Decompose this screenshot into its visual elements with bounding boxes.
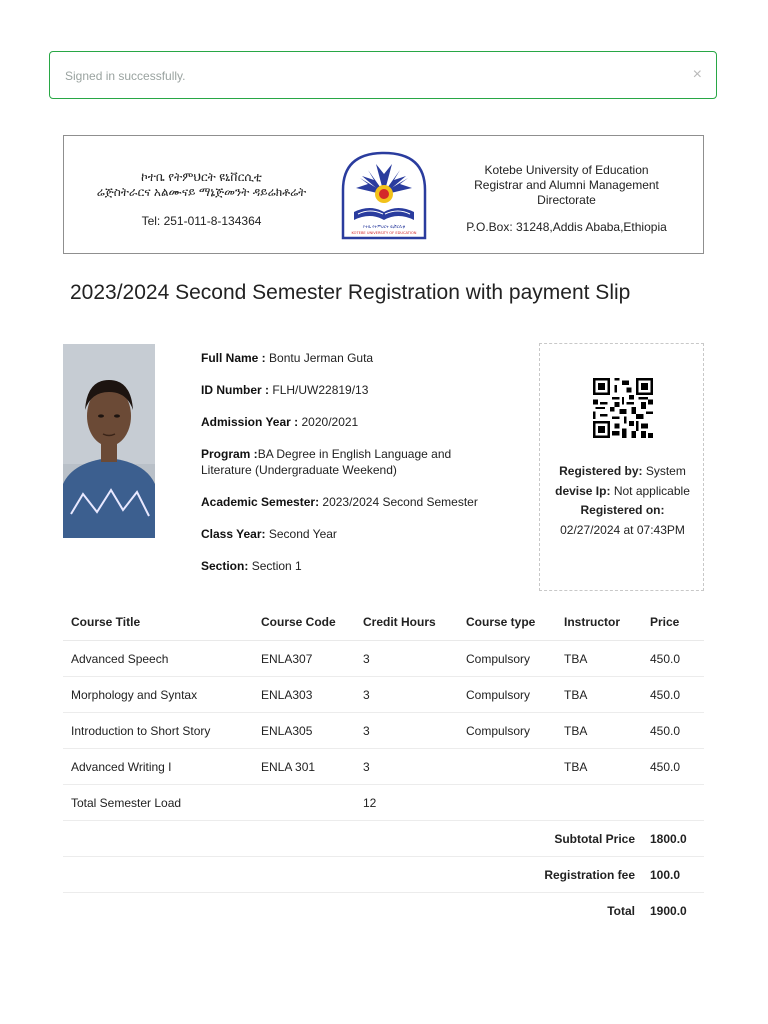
total-row: Total 1900.0 [63,893,704,929]
full-name-row: Full Name : Bontu Jerman Guta [201,351,374,365]
page-title: 2023/2024 Second Semester Registration with payment Slip [70,281,631,304]
registration-details [548,462,697,540]
total-load-row: Total Semester Load 12 [63,785,704,821]
table-row: Morphology and Syntax ENLA303 3 Compulsory TBA 450.0 [63,677,704,713]
col-course-code: Course Code [253,604,355,641]
alert-message: Signed in successfully. [65,69,186,83]
header-tel: Tel: 251-011-8-134364 [141,214,262,228]
close-icon[interactable]: × [692,66,702,83]
academic-semester-value: 2023/2024 Second Semester [322,495,478,509]
qr-code-icon [593,377,653,439]
col-instructor: Instructor [556,604,642,641]
header-amharic [64,170,339,229]
header-en-line2: Registrar and Alumni Management [474,178,659,192]
student-photo [63,344,155,538]
col-price: Price [642,604,704,641]
table-header-row [63,604,704,641]
logo-caption-en: KOTEBE UNIVERSITY OF EDUCATION [351,231,417,235]
registered-by: Registered by: System [559,464,686,478]
col-course-type: Course type [458,604,556,641]
table-row: Introduction to Short Story ENLA305 3 Compulsory TBA 450.0 [63,713,704,749]
col-credit-hours: Credit Hours [355,604,458,641]
header-en-line1: Kotebe University of Education [484,163,649,177]
header-am-line1: ኮተቤ የትምህርት ዩኒቨርሲቲ [141,170,262,184]
header-english [454,163,679,235]
total-value: 1900.0 [650,903,687,918]
registered-on-label: Registered on: [580,503,665,517]
section-value: Section 1 [251,559,302,573]
letterhead [63,135,704,254]
logo-caption-am: ኮተቤ የትምህርት ዩኒቨርሲቲ [362,224,406,229]
id-number-row: ID Number : FLH/UW22819/13 [201,383,369,397]
academic-semester-row: Academic Semester: 2023/2024 Second Semester [201,495,478,509]
header-am-line2: ሬጅስትራርና አልሙናይ ማኔጅመንት ዳይሬክቶሬት [96,185,307,199]
student-info [201,350,501,590]
id-number-value: FLH/UW22819/13 [272,383,369,397]
course-table [63,604,704,928]
table-row: Advanced Speech ENLA307 3 Compulsory TBA 450.0 [63,641,704,677]
table-row: Advanced Writing I ENLA 301 3 TBA 450.0 [63,749,704,785]
registration-info-box [539,343,704,591]
university-logo-icon [340,150,428,240]
header-en-line3: Directorate [537,193,596,207]
header-pobox: P.O.Box: 31248,Addis Ababa,Ethiopia [466,220,667,234]
registration-fee-row: Registration fee 100.0 [63,857,704,893]
registration-fee-value: 100.0 [642,857,704,893]
full-name-value: Bontu Jerman Guta [269,351,374,365]
program-row: Program :BA Degree in English Language and Literature (Undergraduate Weekend) [201,447,452,477]
success-alert [49,51,717,99]
registered-on-value: 02/27/2024 at 07:43PM [560,522,685,537]
class-year-value: Second Year [268,527,337,541]
total-load-value: 12 [355,785,458,821]
subtotal-value: 1800.0 [642,821,704,857]
class-year-row: Class Year: Second Year [201,527,337,541]
program-value: BA Degree in English Language and Literature (Undergraduate Weekend) [201,447,452,477]
admission-year-value: 2020/2021 [301,415,359,429]
col-course-title: Course Title [63,604,253,641]
section-row: Section: Section 1 [201,559,302,573]
device-ip: devise Ip: Not applicable [555,483,690,498]
subtotal-row: Subtotal Price 1800.0 [63,821,704,857]
admission-year-row: Admission Year : 2020/2021 [201,415,359,429]
